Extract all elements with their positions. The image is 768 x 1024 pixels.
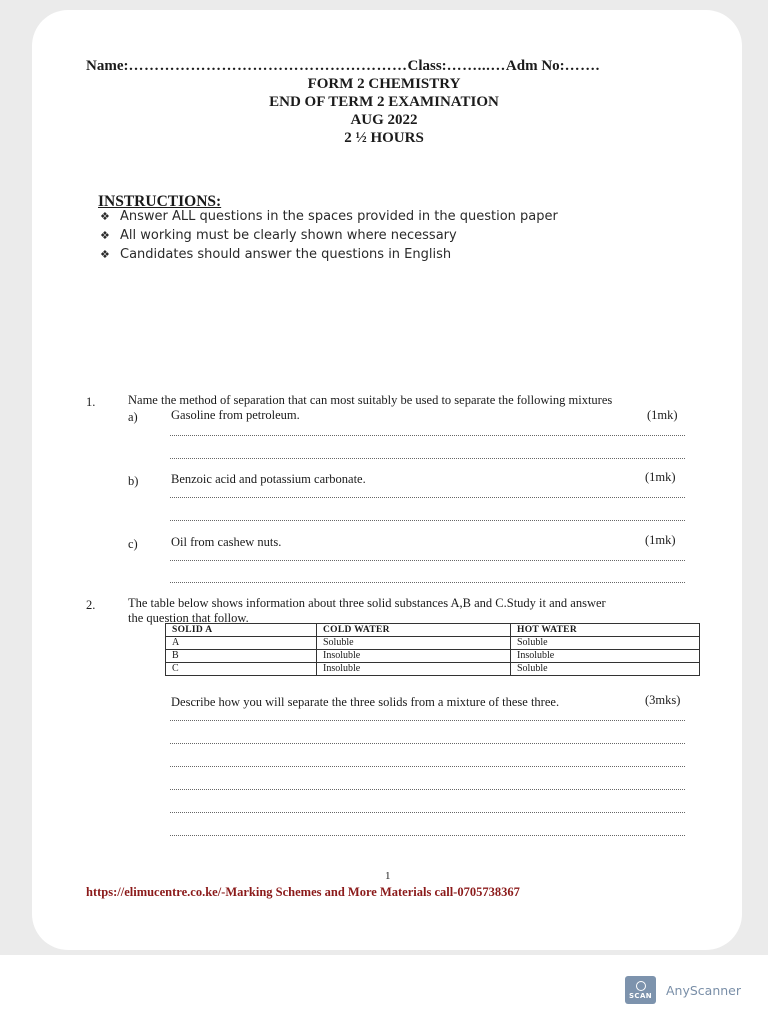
name-dots: ………………………………………………: [128, 58, 408, 74]
answer-line[interactable]: [170, 458, 685, 459]
answer-line[interactable]: [170, 812, 685, 813]
scanner-brand: AnyScanner: [666, 982, 742, 998]
page-number: 1: [385, 870, 391, 882]
table-cell: Insoluble: [511, 650, 700, 663]
table-cell: B: [166, 650, 317, 663]
candidate-info-line: [86, 58, 600, 75]
answer-line[interactable]: [170, 835, 685, 836]
answer-line[interactable]: [170, 560, 685, 561]
table-cell: A: [166, 637, 317, 650]
answer-line[interactable]: [170, 743, 685, 744]
class-dots: ……...…: [446, 58, 506, 74]
table-cell: Insoluble: [317, 663, 511, 676]
q1b-text: Benzoic acid and potassium carbonate.: [171, 472, 366, 486]
q1a-label: a): [128, 410, 138, 424]
adm-label: Adm No:: [505, 58, 565, 74]
answer-line[interactable]: [170, 766, 685, 767]
answer-line[interactable]: [170, 789, 685, 790]
q1b-label: b): [128, 474, 139, 488]
table-row: [166, 663, 700, 676]
q1b-marks: (1mk): [645, 470, 676, 484]
table-row: [166, 637, 700, 650]
table-cell: C: [166, 663, 317, 676]
q2-marks: (3mks): [645, 693, 681, 707]
question-2-number: 2.: [86, 598, 96, 612]
column-header: COLD WATER: [317, 624, 511, 637]
exam-subject: FORM 2 CHEMISTRY: [307, 76, 461, 92]
q1c-text: Oil from cashew nuts.: [171, 535, 282, 549]
column-header: HOT WATER: [511, 624, 700, 637]
anyscanner-watermark: [625, 976, 741, 1004]
answer-line[interactable]: [170, 582, 685, 583]
exam-duration: 2 ½ HOURS: [344, 130, 424, 146]
q1a-marks: (1mk): [647, 408, 678, 422]
instruction-item: ❖ Candidates should answer the questions in English: [100, 247, 452, 262]
question-2-text: The table below shows information about three solid substances A,B and C.Study it and answer: [128, 596, 606, 610]
answer-line[interactable]: [170, 520, 685, 521]
solubility-table: [165, 623, 700, 676]
table-cell: Soluble: [511, 663, 700, 676]
column-header: SOLID A: [166, 624, 317, 637]
q1a-text: Gasoline from petroleum.: [171, 408, 300, 422]
diamond-bullet-icon: ❖: [100, 229, 110, 242]
answer-line[interactable]: [170, 497, 685, 498]
exam-page: [32, 10, 742, 950]
footer-link[interactable]: https://elimucentre.co.ke/-Marking Schemes and More Materials call-0705738367: [86, 885, 520, 899]
q1c-marks: (1mk): [645, 533, 676, 547]
table-header-row: [166, 624, 700, 637]
table-cell: Soluble: [317, 637, 511, 650]
question-2-text-continued: the question that follow.: [128, 611, 249, 625]
adm-dots: …….: [564, 58, 600, 74]
table-row: [166, 650, 700, 663]
exam-title: END OF TERM 2 EXAMINATION: [269, 94, 499, 110]
answer-line[interactable]: [170, 435, 685, 436]
question-1-number: 1.: [86, 395, 96, 409]
class-label: Class:: [407, 58, 447, 74]
name-label: Name:: [86, 58, 129, 74]
diamond-bullet-icon: ❖: [100, 210, 110, 223]
exam-date: AUG 2022: [350, 112, 418, 128]
answer-line[interactable]: [170, 720, 685, 721]
instruction-item: ❖ All working must be clearly shown where necessary: [100, 228, 457, 243]
instructions-title: INSTRUCTIONS:: [98, 193, 222, 210]
question-2-instruction: Describe how you will separate the three solids from a mixture of these three.: [171, 695, 560, 709]
instruction-item: ❖ Answer ALL questions in the spaces provided in the question paper: [100, 209, 558, 224]
q1c-label: c): [128, 537, 138, 551]
question-1-text: Name the method of separation that can most suitably be used to separate the following mixtures: [128, 393, 613, 407]
camera-scan-icon: SCAN: [625, 976, 656, 1004]
diamond-bullet-icon: ❖: [100, 248, 110, 261]
table-cell: Insoluble: [317, 650, 511, 663]
table-cell: Soluble: [511, 637, 700, 650]
